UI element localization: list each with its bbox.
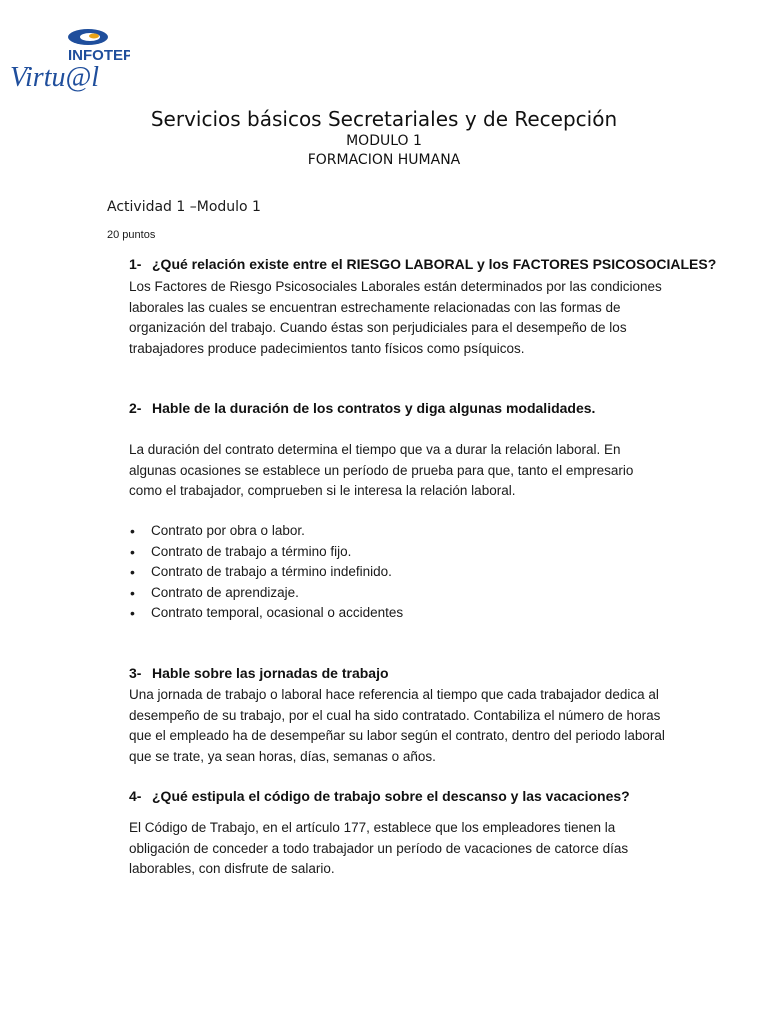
answer-2: La duración del contrato determina el tiempo que va a durar la relación laboral. En algunas ocasiones se establece un período de prueba para que, tanto el empresario como el trabajador, comprueben si le interesa la relación laboral. (129, 442, 634, 499)
answer-1: Los Factores de Riesgo Psicosociales Laborales están determinados por las condiciones laborales las cuales se encuentran estrechamente relacionadas con las formas de organización del trabajo. Cuando éstas son perjudiciales para el desempeño de los trabajadores produce padecimientos tanto físicos como psíquicos. (129, 279, 662, 356)
question-2-heading (129, 400, 595, 416)
question-4-heading (129, 788, 630, 804)
question-text: ¿Qué relación existe entre el RIESGO LABORAL y los FACTORES PSICOSOCIALES? (152, 256, 717, 272)
contract-types-list (129, 521, 403, 624)
question-text: Hable sobre las jornadas de trabajo (152, 665, 389, 681)
list-item: • Contrato temporal, ocasional o accidentes (129, 603, 403, 624)
question-number: 3- (129, 665, 142, 681)
list-item: • Contrato por obra o labor. (129, 521, 403, 542)
question-text: ¿Qué estipula el código de trabajo sobre el descanso y las vacaciones? (152, 788, 630, 804)
question-text: Hable de la duración de los contratos y diga algunas modalidades. (152, 400, 596, 416)
points-label: 20 puntos (107, 229, 156, 241)
logo-brand-text: INFOTEP (68, 47, 130, 64)
question-number: 1- (129, 256, 142, 272)
list-item: • Contrato de aprendizaje. (129, 583, 403, 604)
module-label: MODULO 1 (346, 133, 422, 149)
list-item: • Contrato de trabajo a término fijo. (129, 542, 403, 563)
question-number: 4- (129, 788, 142, 804)
section-label: FORMACION HUMANA (307, 152, 461, 168)
document-title: Servicios básicos Secretariales y de Recepción (150, 107, 618, 131)
logo-graphic (10, 24, 130, 94)
answer-4: El Código de Trabajo, en el artículo 177, establece que los empleadores tienen la obligación de conceder a todo trabajador un período de vacaciones de catorce días laborables, con disfrute de salario. (129, 820, 629, 877)
question-1-heading (129, 256, 716, 272)
list-item: • Contrato de trabajo a término indefinido. (129, 562, 403, 583)
logo-sub-text: Virtu@l (10, 62, 100, 93)
logo-swoosh-accent (89, 34, 99, 39)
infotep-virtual-logo (10, 24, 130, 94)
question-3-heading (129, 665, 389, 681)
question-number: 2- (129, 400, 142, 416)
activity-label: Actividad 1 –Modulo 1 (107, 199, 261, 215)
answer-3: Una jornada de trabajo o laboral hace referencia al tiempo que cada trabajador dedica al desempeño de su trabajo, por el cual ha sido contratado. Contabiliza el número de horas que el empleado ha de desempeñar su labor según el contrato, dentro del periodo laboral que se trate, ya sean horas, días, semanas o años. (129, 687, 665, 764)
